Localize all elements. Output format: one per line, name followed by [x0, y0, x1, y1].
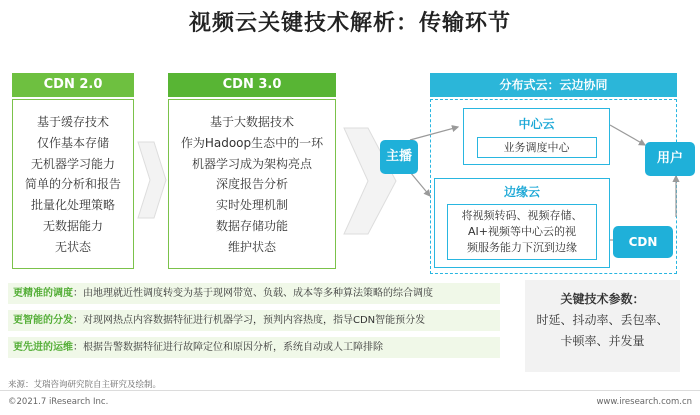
- user-tile: [645, 142, 695, 176]
- cdn3-header: CDN 3.0: [168, 73, 336, 97]
- cdn3-item: 作为Hadoop生态中的一环: [180, 135, 324, 150]
- cdn2-item: 无机器学习能力: [30, 156, 115, 171]
- cdn3-item: 数据存储功能: [215, 218, 288, 233]
- broadcaster-label: 主播: [385, 149, 412, 164]
- footer-divider: [0, 390, 700, 391]
- cdn2-item: 简单的分析和报告: [24, 177, 121, 192]
- center-cloud-text: 业务调度中心: [503, 141, 570, 154]
- page-title: 视频云关键技术解析：传输环节: [188, 11, 511, 36]
- cdn3-item: 深度报告分析: [215, 177, 288, 192]
- user-label: 用户: [656, 151, 683, 166]
- params-line: 卡顿率、并发量: [560, 334, 645, 348]
- center-cloud-content: [477, 137, 597, 158]
- params-title: 关键技术参数：: [560, 292, 645, 306]
- cdn3-item: 基于大数据技术: [209, 115, 294, 129]
- edge-cloud-line: AI+视频等中心云的视: [468, 225, 576, 238]
- cdn2-item: 无状态: [54, 239, 91, 254]
- copyright: ©2021.7 iResearch Inc.: [8, 397, 109, 407]
- key-params-box: [525, 280, 680, 372]
- cdn2-item: 批量化处理策略: [30, 198, 115, 213]
- edge-cloud-line: 将视频转码、视频存储、: [461, 209, 583, 222]
- band-text: ：根据告警数据特征进行故障定位和原因分析，系统自动或人工障排除: [73, 342, 383, 353]
- band-key: 更先进的运维: [13, 342, 73, 353]
- edge-cloud-box: [434, 178, 610, 268]
- feature-band: [8, 337, 500, 358]
- center-cloud-title: 中心云: [518, 117, 555, 131]
- cdn-label: CDN: [628, 235, 658, 249]
- broadcaster-tile: [380, 140, 418, 174]
- band-text: ：对现网热点内容数据特征进行机器学习，预判内容热度，指导CDN智能预分发: [73, 315, 426, 326]
- cdn2-header: CDN 2.0: [12, 73, 134, 97]
- feature-band: [8, 310, 500, 331]
- edge-cloud-title: 边缘云: [503, 185, 540, 199]
- cdn2-item: 仅作基本存储: [36, 135, 109, 150]
- band-text: ：由地理就近性调度转变为基于现网带宽、负载、成本等多种算法策略的综合调度: [73, 288, 433, 299]
- source-note: 来源：艾瑞咨询研究院自主研究及绘制。: [8, 380, 162, 390]
- cdn3-item: 维护状态: [227, 239, 276, 254]
- cdn-tile: [613, 226, 673, 258]
- edge-cloud-line: 频服务能力下沉到边缘: [467, 241, 577, 254]
- band-key: 更精准的调度: [13, 288, 73, 299]
- cdn2-item: 无数据能力: [42, 218, 103, 233]
- cdn2-item: 基于缓存技术: [36, 115, 109, 129]
- feature-band: [8, 283, 500, 304]
- band-key: 更智能的分发: [13, 315, 73, 326]
- website: www.iresearch.com.cn: [596, 397, 692, 407]
- distributed-cloud-header: 分布式云：云边协同: [430, 73, 677, 97]
- cdn3-item: 实时处理机制: [215, 198, 288, 213]
- edge-cloud-content: [447, 204, 597, 260]
- center-cloud-box: [463, 108, 610, 165]
- params-line: 时延、抖动率、丢包率、: [536, 313, 669, 327]
- cdn3-item: 机器学习成为架构亮点: [191, 156, 312, 171]
